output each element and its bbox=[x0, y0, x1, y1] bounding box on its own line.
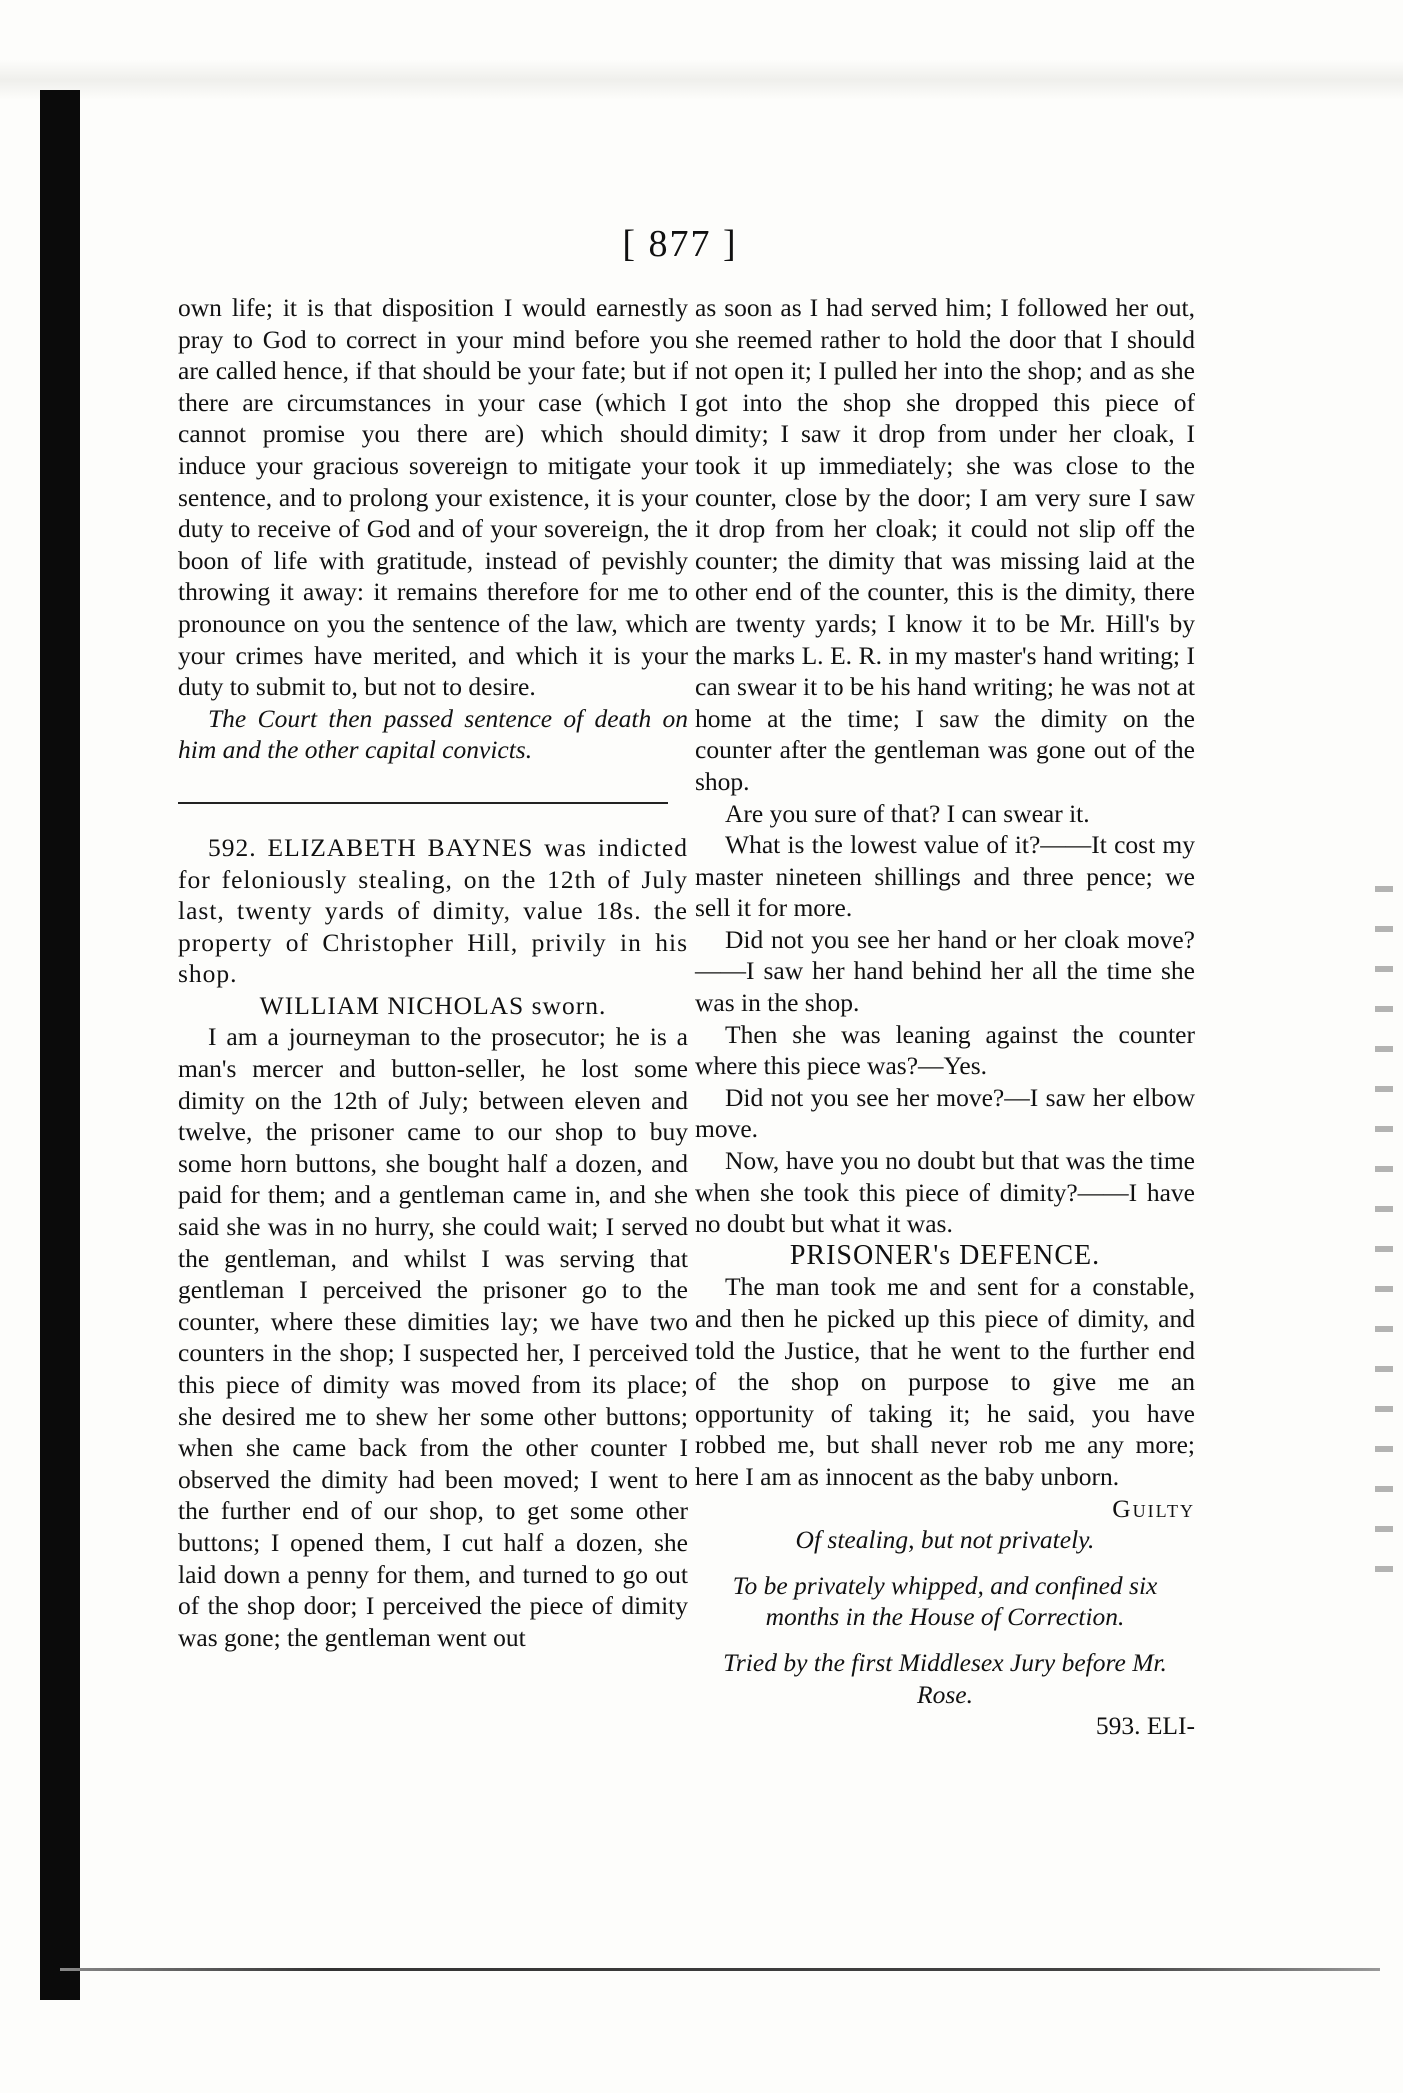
right-column bbox=[695, 292, 1195, 1742]
qa-line: Then she was leaning against the counter where this piece was?—Yes. bbox=[695, 1019, 1195, 1081]
defence-heading: PRISONER's DEFENCE. bbox=[789, 1239, 1101, 1271]
punishment: To be privately whipped, and confined six months in the House of Correction. bbox=[732, 1570, 1158, 1632]
page-number: [ 877 ] bbox=[622, 223, 738, 265]
section-divider bbox=[178, 802, 668, 804]
qa-line: Did not you see her move?—I saw her elbow move. bbox=[695, 1082, 1195, 1144]
sentence-speech-continuation: own life; it is that disposition I would earnestly pray to God to correct in your mind before you are called hence, if that should be your fate; but if there are circumstances in your case (which I cannot promise you there are) which should induce your gracious sovereign to mitigate your sentence, and to prolong your existence, it is your duty to receive of God and of your sovereign, the boon of life with gratitude, instead of pevishly throwing it away: it remains therefore for me to pronounce on you the sentence of the law, which your crimes have merited, and which it is your duty to submit to, but not to desire. bbox=[178, 293, 688, 702]
witness-name: WILLIAM NICHOLAS sworn. bbox=[259, 990, 607, 1020]
trial-note: Tried by the first Middlesex Jury before Mr. Rose. bbox=[723, 1647, 1167, 1709]
qa-line: Now, have you no doubt but that was the time when she took this piece of dimity?——I have no doubt but what it was. bbox=[695, 1146, 1195, 1239]
qa-line: What is the lowest value of it?——It cost my master nineteen shillings and three pence; we sell it for more. bbox=[695, 830, 1195, 923]
left-column bbox=[178, 292, 688, 1653]
prisoner-defence: The man took me and sent for a constable, and then he picked up this piece of dimity, and told the Justice, that he went to the further end of the shop on purpose to give me an opportunity of taking it; he said, you have robbed me, but shall never rob me any more; here I am as innocent as the baby unborn. bbox=[695, 1272, 1195, 1491]
verdict: Guilty bbox=[1112, 1493, 1195, 1523]
verdict-detail: Of stealing, but not privately. bbox=[795, 1525, 1095, 1555]
qa-line: Are you sure of that? I can swear it. bbox=[725, 798, 1090, 828]
catchword: 593. ELI- bbox=[1095, 1711, 1195, 1741]
page-top-edge bbox=[0, 60, 1403, 100]
page-bottom-edge bbox=[60, 1968, 1380, 1971]
witness-testimony: I am a journeyman to the prosecutor; he is a man's mercer and button-seller, he lost some dimity on the 12th of July; between eleven and twelve, the prisoner came to our shop to buy some horn buttons, she bought half a dozen, and paid for them; and a gentleman came in, and she said she was in no hurry, she could wait; I served the gentleman, and whilst I was serving that gentleman I perceived the prisoner go to the counter, where these dimities lay; we have two counters in the shop; I suspected her, I perceived this piece of dimity was moved from its place; she desired me to shew her some other buttons; when she came back from the other counter I observed the dimity had been moved; I went to the further end of our shop, to get some other buttons; I opened them, I cut half a dozen, she laid down a penny for them, and turned to go out of the shop door; I perceived the piece of dimity was gone; the gentleman went out bbox=[178, 1022, 688, 1652]
sentence-note: The Court then passed sentence of death on him and the other capital convicts. bbox=[178, 703, 688, 765]
page-right-edge-marks bbox=[1375, 860, 1393, 1580]
case-heading: 592. ELIZABETH BAYNES was indicted for feloniously stealing, on the 12th of July last, twenty yards of dimity, value 18s. the property of Christopher Hill, privily in his shop. bbox=[178, 832, 688, 989]
witness-testimony-continued: as soon as I had served him; I followed her out, she reemed rather to hold the door that I should not open it; I pulled her into the shop; and as she got into the shop she dropped this piece of dimity; I saw it drop from under her cloak, I took it up immediately; she was close to the counter, close by the door; I am very sure I saw it drop from her cloak; it could not slip off the counter; the dimity that was missing laid at the other end of the counter, this is the dimity, there are twenty yards; I know it to be Mr. Hill's by the marks L. E. R. in my master's hand writing; I can swear it to be his hand writing; he was not at home at the time; I saw the dimity on the counter after the gentleman was gone out of the shop. bbox=[695, 293, 1195, 796]
qa-line: Did not you see her hand or her cloak move?——I saw her hand behind her all the time she was in the shop. bbox=[695, 924, 1195, 1018]
book-spine-shadow bbox=[40, 90, 80, 2000]
